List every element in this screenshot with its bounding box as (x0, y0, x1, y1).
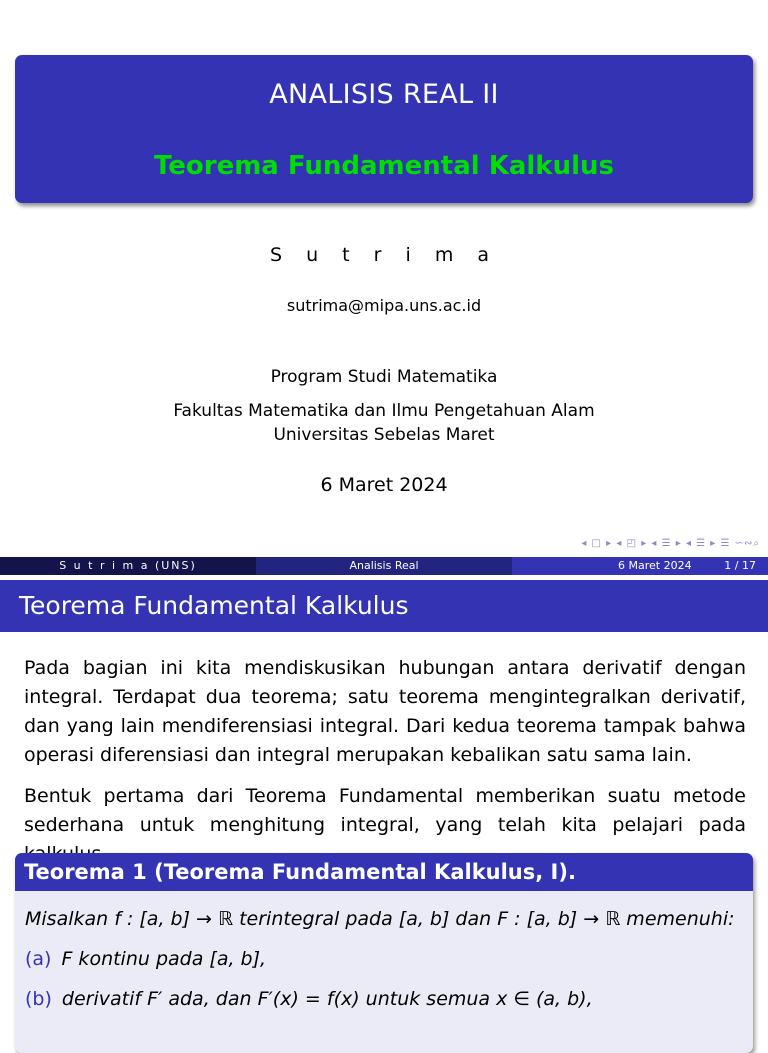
item-label: (a) (25, 948, 52, 970)
presentation-date: 6 Maret 2024 (320, 474, 448, 496)
slide-footer (0, 557, 768, 575)
intro-paragraph: Pada bagian ini kita mendiskusikan hubungan antara derivatif dengan integral. Terdapat dua teorema; satu teorema mengintegralkan derivatif, dan yang lain mendiferensiasi integral. Dari kedua teorema tampak bahwa operasi diferensiasi dan integral merupakan kebalikan satu sama lain. (24, 657, 746, 766)
theorem-item (25, 981, 743, 1021)
author-email: sutrima@mipa.uns.ac.id (286, 296, 482, 315)
author-name: S u t r i m a (269, 244, 499, 266)
theorem-intro: Misalkan f : [a, b] → ℝ terintegral pada [a, b] dan F : [a, b] → ℝ memenuhi: (25, 908, 735, 930)
footer-author: S u t r i m a (UNS) (0, 557, 256, 575)
program-name: Program Studi Matematika (270, 367, 498, 387)
beamer-navigation-icons[interactable]: ◂ □ ▸ ◂ ◰ ▸ ◂ ☰ ▸ ◂ ☰ ▸ ☰ ∽∾⌕ (581, 538, 760, 549)
footer-course: Analisis Real (256, 557, 512, 575)
theorem-body (15, 891, 753, 1021)
footer-date: 6 Maret 2024 (618, 559, 692, 572)
title-box (15, 55, 753, 203)
second-paragraph: Bentuk pertama dari Teorema Fundamental memberikan suatu metode sederhana untuk menghitung integral, yang telah kita pelajari pada (24, 785, 746, 836)
item-text: derivatif F′ ada, dan F′(x) = f(x) untuk semua x ∈ (a, b), (61, 988, 593, 1010)
theorem-title: Teorema 1 (Teorema Fundamental Kalkulus, I). (15, 853, 753, 891)
presentation-subtitle: Teorema Fundamental Kalkulus (153, 151, 615, 181)
frame-title: Teorema Fundamental Kalkulus (0, 580, 768, 632)
theorem-block (15, 853, 753, 1053)
faculty-name: Fakultas Matematika dan Ilmu Pengetahuan Alam (173, 401, 595, 421)
content-slide (0, 576, 768, 1024)
theorem-item (25, 941, 743, 981)
university-name: Universitas Sebelas Maret (273, 425, 495, 445)
item-label: (b) (25, 988, 52, 1010)
footer-page-number: 1 / 17 (724, 559, 756, 572)
item-text: F kontinu pada [a, b], (61, 948, 267, 970)
presentation-title: ANALISIS REAL II (269, 79, 499, 110)
footer-right (512, 557, 768, 575)
